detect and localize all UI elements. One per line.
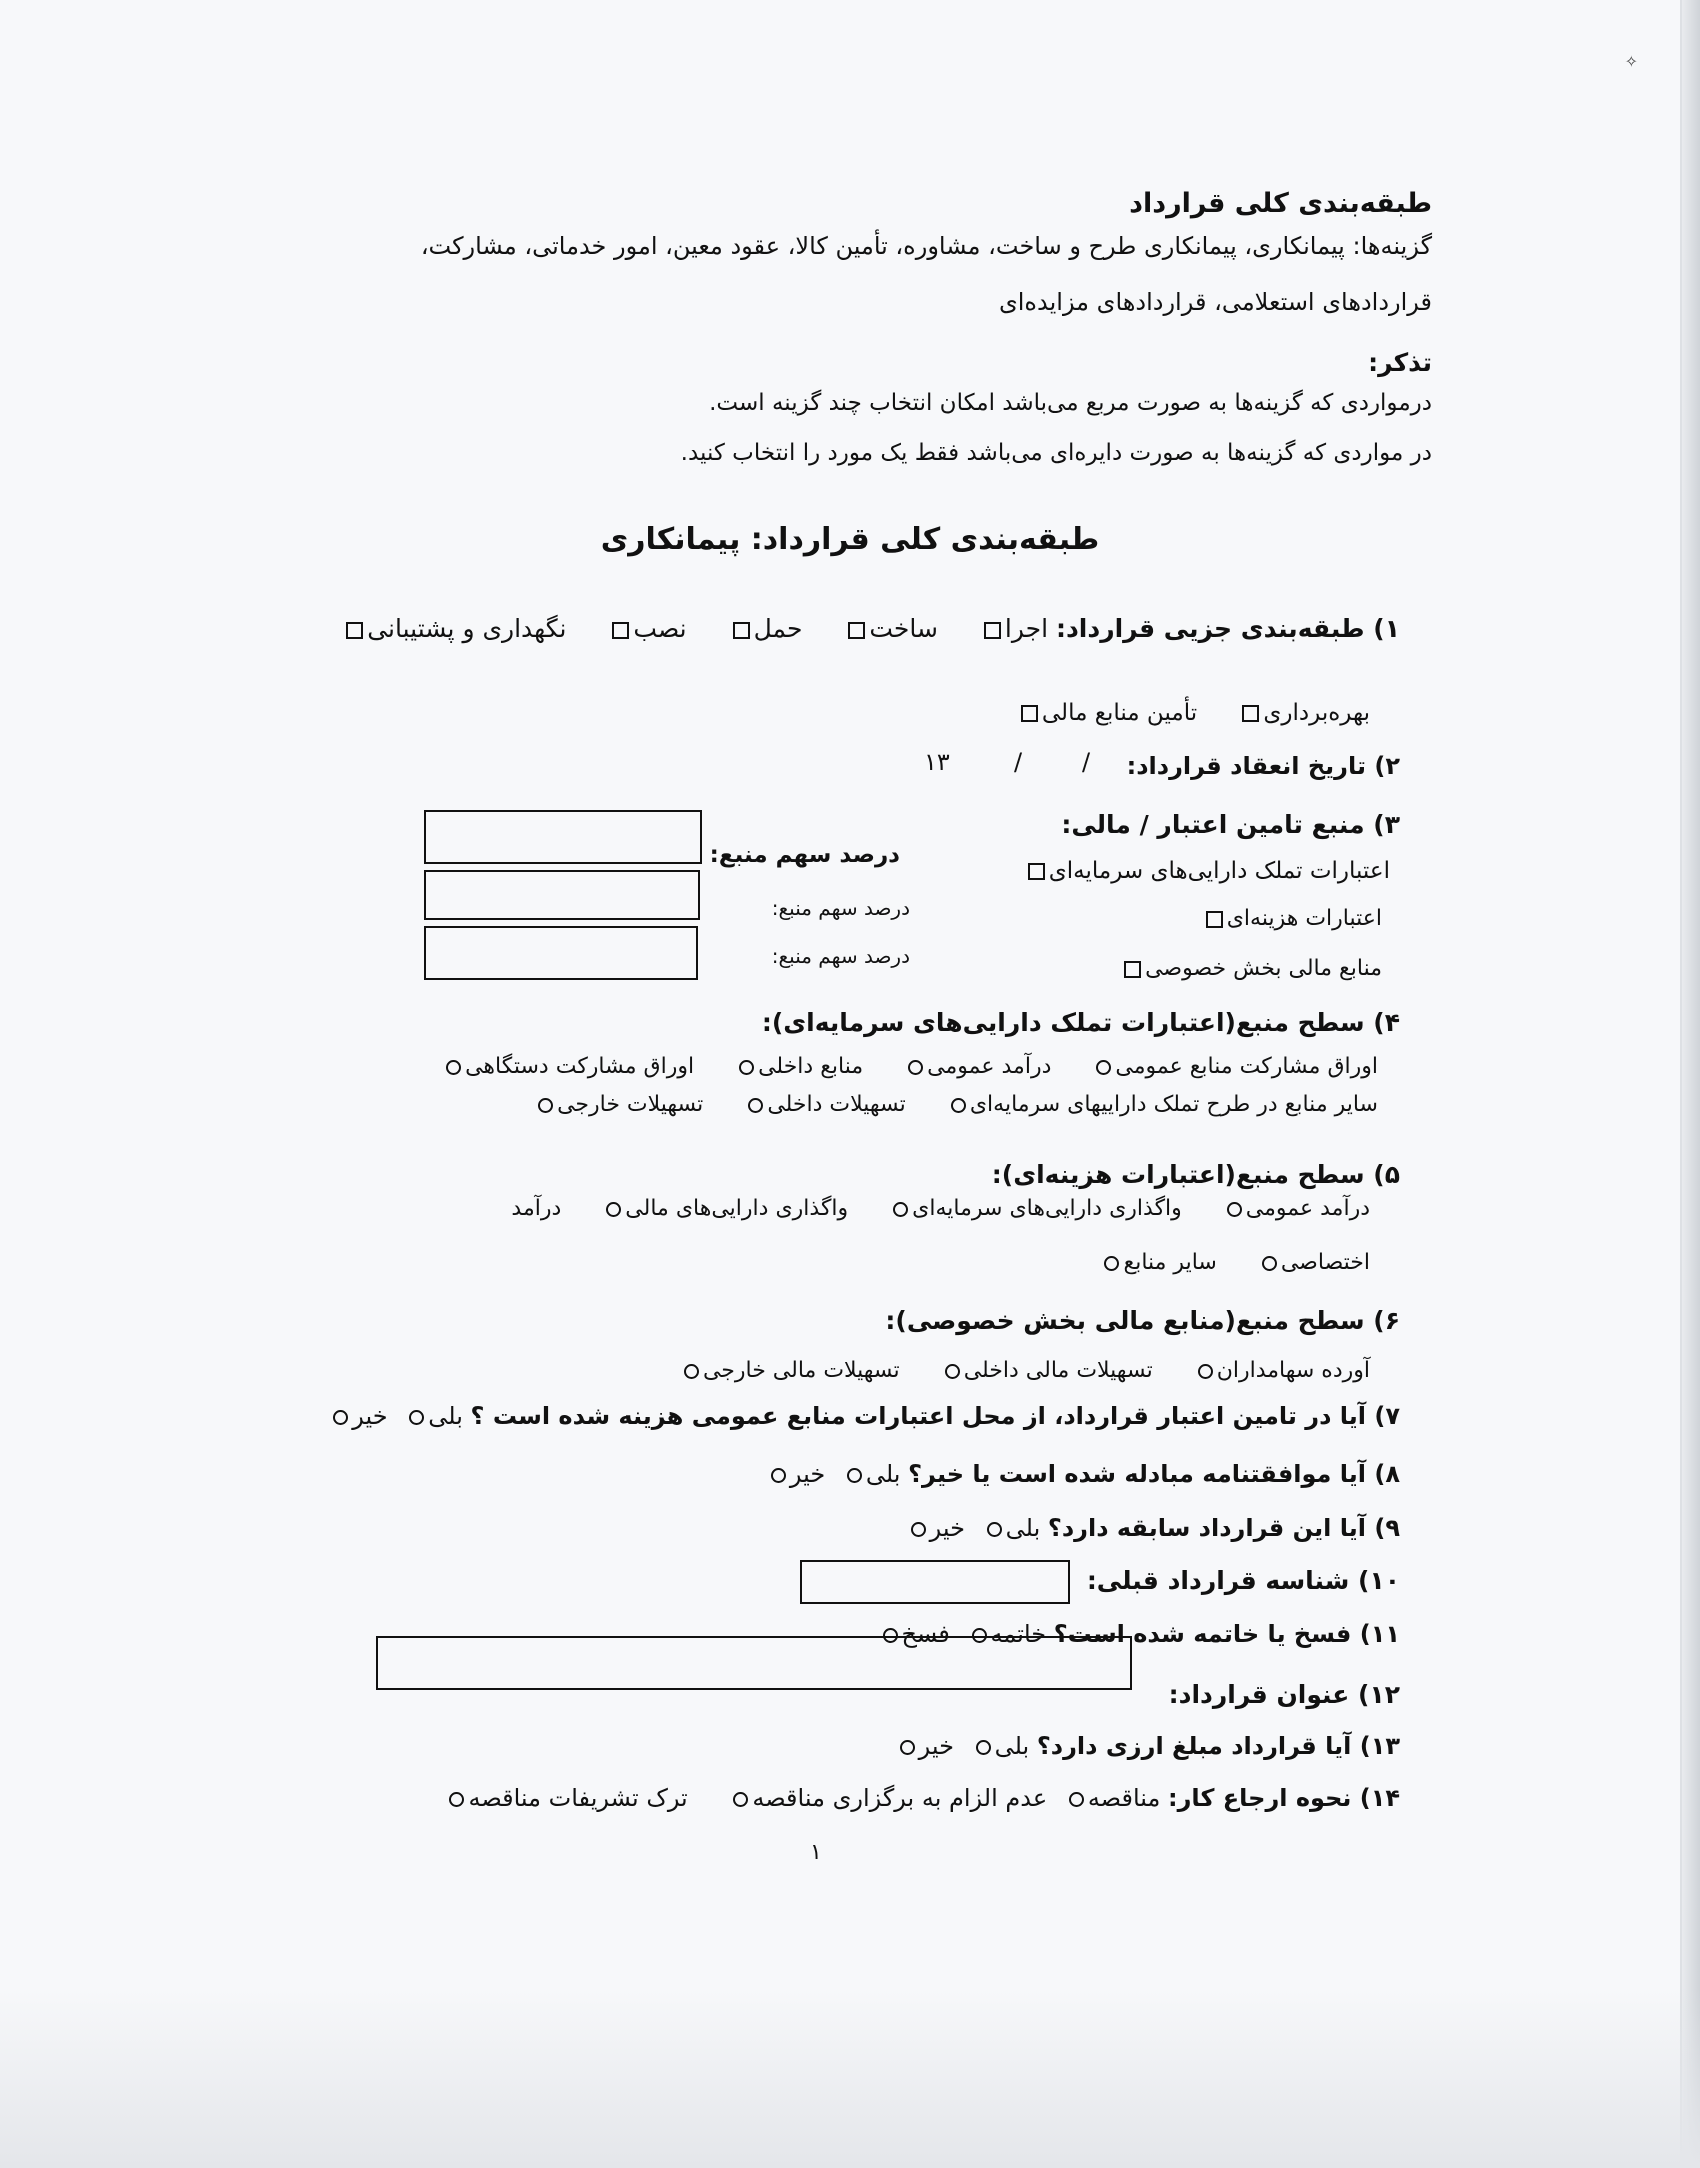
q1-option[interactable]: بهره‌برداری [1238,700,1370,726]
radio[interactable] [1262,1256,1277,1271]
yes-option[interactable]: بلی [843,1460,901,1488]
radio[interactable] [409,1410,424,1425]
share-input-3[interactable] [424,926,698,980]
source-option[interactable]: منابع مالی بخش خصوصی [1120,956,1382,981]
no-tender-option[interactable]: عدم الزام به برگزاری مناقصه [729,1784,1047,1812]
option-text: درآمد [511,1196,562,1221]
q7-label: ۷) آیا در تامین اعتبار قرارداد، از محل اعتبارات منابع عمومی هزینه شده است ؟ [470,1402,1400,1430]
share-input-2[interactable] [424,870,700,920]
page-number: ۱ [810,1840,822,1865]
no-option[interactable]: خیر [896,1732,954,1760]
categories-line-1: گزینه‌ها: پیمانکاری، پیمانکاری طرح و ساخت، مشاوره، تأمین کالا، عقود معین، امور خدماتی، مشارکت، [420,232,1432,260]
checkbox[interactable] [1124,961,1141,978]
q9-label: ۹) آیا این قرارداد سابقه دارد؟ [1047,1514,1400,1542]
q1-label: ۱) طبقه‌بندی جزیی قرارداد: [1055,614,1400,643]
note-2: در مواردی که گزینه‌ها به صورت دایره‌ای می‌باشد فقط یک مورد را انتخاب کنید. [680,440,1432,466]
checkbox[interactable] [1021,705,1038,722]
date-separator: / [1014,748,1023,776]
source-option[interactable]: اعتبارات هزینه‌ای [1202,906,1382,931]
date-year[interactable]: ۱۳ [924,748,950,776]
question-7 [295,1402,1400,1430]
checkbox[interactable] [612,622,629,639]
checkbox[interactable] [1028,863,1045,880]
radio[interactable] [449,1792,464,1807]
radio-option[interactable]: تسهیلات مالی خارجی [680,1358,900,1383]
radio-option[interactable]: واگذاری دارایی‌های سرمایه‌ای [889,1196,1182,1221]
question-1 [308,614,1400,643]
question-9 [873,1514,1400,1542]
radio[interactable] [538,1098,553,1113]
no-option[interactable]: خیر [767,1460,825,1488]
scan-mark: ✧ [1624,52,1638,71]
radio-option[interactable]: اوراق مشارکت دستگاهی [442,1054,694,1079]
q1-option[interactable]: حمل [729,614,803,643]
share-label: درصد سهم منبع: [771,896,910,920]
share-label: درصد سهم منبع: [709,842,900,868]
q5-row-1 [477,1196,1370,1221]
q4-label: ۴) سطح منبع(اعتبارات تملک دارایی‌های سرمایه‌ای): [761,1008,1400,1037]
tender-option[interactable]: مناقصه [1065,1784,1161,1812]
radio[interactable] [911,1522,926,1537]
page-edge-line [1680,0,1682,2168]
section-title: طبقه‌بندی کلی قرارداد [1129,188,1432,219]
q4-row-2 [500,1092,1378,1117]
q12-label: ۱۲) عنوان قرارداد: [1168,1680,1400,1709]
page-edge [1682,0,1700,2168]
question-1-row-2 [983,700,1370,726]
share-input-1[interactable] [424,810,702,864]
checkbox[interactable] [346,622,363,639]
question-8 [733,1460,1400,1488]
radio[interactable] [446,1060,461,1075]
contract-title-input[interactable] [376,1636,1132,1690]
q5-label: ۵) سطح منبع(اعتبارات هزینه‌ای): [991,1160,1400,1189]
radio[interactable] [945,1364,960,1379]
radio[interactable] [1198,1364,1213,1379]
radio-option[interactable]: واگذاری دارایی‌های مالی [602,1196,848,1221]
q3-label: ۳) منبع تامین اعتبار / مالی: [1061,810,1400,839]
q1-option[interactable]: ساخت [844,614,938,643]
radio[interactable] [333,1410,348,1425]
radio[interactable] [1104,1256,1119,1271]
radio-option[interactable]: آورده سهامداران [1194,1358,1370,1383]
note-1: درمواردی که گزینه‌ها به صورت مربع می‌باشد امکان انتخاب چند گزینه است. [709,390,1432,416]
checkbox[interactable] [1206,911,1223,928]
radio[interactable] [987,1522,1002,1537]
radio[interactable] [951,1098,966,1113]
q1-option[interactable]: نگهداری و پشتیبانی [342,614,566,643]
q6-label: ۶) سطح منبع(منابع مالی بخش خصوصی): [885,1306,1400,1335]
checkbox[interactable] [733,622,750,639]
radio[interactable] [606,1202,621,1217]
radio[interactable] [908,1060,923,1075]
radio[interactable] [847,1468,862,1483]
radio[interactable] [748,1098,763,1113]
source-option[interactable]: اعتبارات تملک دارایی‌های سرمایه‌ای [1024,858,1390,884]
checkbox[interactable] [848,622,865,639]
q1-option[interactable]: نصب [608,614,686,643]
yes-option[interactable]: بلی [405,1402,463,1430]
cancelled-option[interactable]: فسخ [879,1620,950,1648]
radio-option[interactable]: درآمد عمومی [904,1054,1051,1079]
radio[interactable] [771,1468,786,1483]
q5-row-2 [1066,1250,1370,1275]
note-heading: تذکر: [1368,348,1432,377]
question-13 [862,1732,1400,1760]
categories-line-2: قراردادهای استعلامی، قراردادهای مزایده‌ای [998,288,1432,316]
q1-option[interactable]: تأمین منابع مالی [1017,700,1197,726]
radio[interactable] [733,1792,748,1807]
q14-label: ۱۴) نحوه ارجاع کار: [1168,1784,1400,1812]
no-option[interactable]: خیر [329,1402,387,1430]
radio-option[interactable]: درآمد عمومی [1223,1196,1370,1221]
radio-option[interactable]: اوراق مشارکت منابع عمومی [1092,1054,1378,1079]
radio[interactable] [900,1740,915,1755]
q8-label: ۸) آیا موافقتنامه مبادله شده است یا خیر؟ [908,1460,1400,1488]
radio-option[interactable]: سایر منابع در طرح تملک داراییهای سرمایه‌ای [947,1092,1378,1117]
question-14 [411,1784,1400,1812]
previous-contract-id-input[interactable] [800,1560,1070,1604]
scan-shadow [0,1988,1700,2168]
checkbox[interactable] [984,622,1001,639]
radio[interactable] [976,1740,991,1755]
date-separator: / [1082,748,1091,776]
q4-row-1 [408,1054,1378,1079]
radio[interactable] [1069,1792,1084,1807]
radio-option[interactable]: تسهیلات مالی داخلی [941,1358,1153,1383]
radio-option[interactable]: تسهیلات داخلی [744,1092,906,1117]
terminated-option[interactable]: خاتمه [968,1620,1047,1648]
no-option[interactable]: خیر [907,1514,965,1542]
q11-label: ۱۱) فسخ یا خاتمه شده است؟ [1053,1620,1400,1648]
q6-row-1 [646,1358,1370,1383]
q10-label: ۱۰) شناسه قرارداد قبلی: [1086,1566,1400,1595]
checkbox[interactable] [1242,705,1259,722]
radio[interactable] [739,1060,754,1075]
share-label: درصد سهم منبع: [771,944,910,968]
radio[interactable] [1096,1060,1111,1075]
yes-option[interactable]: بلی [972,1732,1030,1760]
radio[interactable] [684,1364,699,1379]
yes-option[interactable]: بلی [983,1514,1041,1542]
q1-option[interactable]: اجرا [980,614,1048,643]
q2-label: ۲) تاریخ انعقاد قرارداد: [1126,752,1400,780]
radio-option[interactable]: تسهیلات خارجی [534,1092,703,1117]
radio-option[interactable]: منابع داخلی [735,1054,863,1079]
radio-option[interactable]: اختصاصی [1258,1250,1370,1275]
radio[interactable] [893,1202,908,1217]
radio-option[interactable]: سایر منابع [1100,1250,1216,1275]
waive-tender-option[interactable]: ترک تشریفات مناقصه [445,1784,687,1812]
q13-label: ۱۳) آیا قرارداد مبلغ ارزی دارد؟ [1036,1732,1400,1760]
radio[interactable] [1227,1202,1242,1217]
page-title: طبقه‌بندی کلی قرارداد: پیمانکاری [600,522,1100,557]
